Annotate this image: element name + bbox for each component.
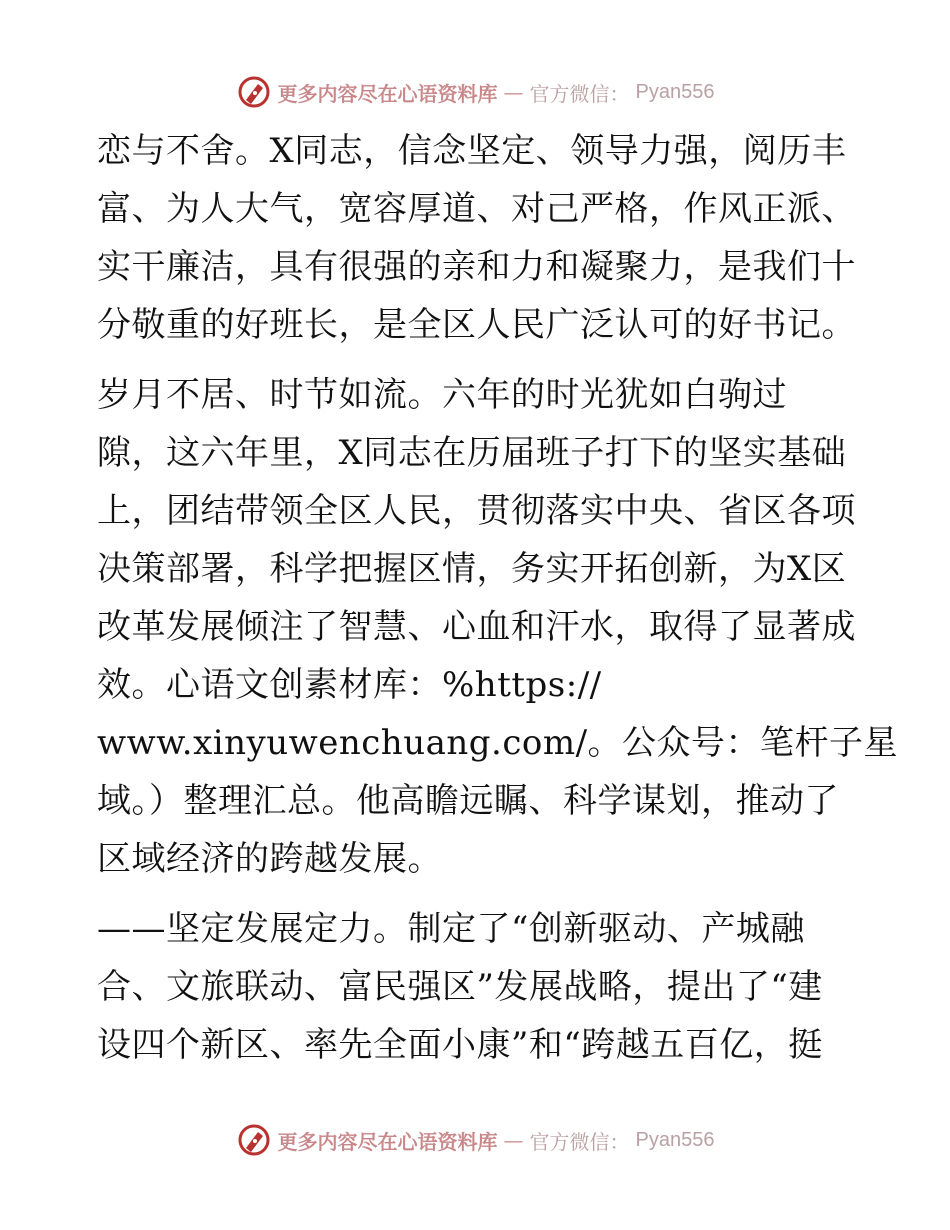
text-line: 合、文旅联动、富民强区”发展战略，提出了“建 <box>97 967 823 1007</box>
banner-separator: — <box>503 1128 524 1152</box>
banner-official-label: 官方微信： <box>529 1129 630 1154</box>
paragraph <box>97 366 899 888</box>
document-body <box>97 122 899 1074</box>
text-line: 上，团结带领全区人民，贯彻落实中央、省区各项 <box>97 491 856 531</box>
text-line: www.xinyuwenchuang.com/。公众号：笔杆子星 <box>97 723 899 763</box>
text-line: 分敬重的好班长，是全区人民广泛认可的好书记。 <box>97 305 856 345</box>
banner-main-text: 更多内容尽在心语资料库 <box>277 1129 498 1154</box>
text-line: 隙，这六年里，X同志在历届班子打下的坚实基础 <box>97 433 847 473</box>
text-line: 富、为人大气，宽容厚道、对己严格，作风正派、 <box>97 189 856 229</box>
banner-separator: — <box>503 80 524 104</box>
text-line: 域。）整理汇总。他高瞻远瞩、科学谋划，推动了 <box>97 781 839 821</box>
header-banner[interactable] <box>0 72 950 112</box>
text-line: 设四个新区、率先全面小康”和“跨越五百亿，挺 <box>97 1025 823 1065</box>
banner-account: Pyan556 <box>635 80 715 103</box>
text-line: 决策部署，科学把握区情，务实开拓创新，为X区 <box>97 549 847 589</box>
text-line: ——坚定发展定力。制定了“创新驱动、产城融 <box>97 909 805 949</box>
text-line: 岁月不居、时节如流。六年的时光犹如白驹过 <box>97 375 787 415</box>
text-line: 改革发展倾注了智慧、心血和汗水，取得了显著成 <box>97 607 856 647</box>
paragraph <box>97 900 857 1074</box>
banner-main-text: 更多内容尽在心语资料库 <box>277 81 498 106</box>
paragraph-spacer <box>97 888 857 900</box>
text-line: 恋与不舍。X同志，信念坚定、领导力强，阅历丰 <box>97 131 847 171</box>
text-line: 区域经济的跨越发展。 <box>97 839 442 879</box>
banner-official-label: 官方微信： <box>529 81 630 106</box>
paragraph <box>97 122 857 354</box>
paragraph-spacer <box>97 354 857 366</box>
pen-nib-circle-icon <box>236 1122 272 1158</box>
text-line: 效。心语文创素材库：%https:// <box>97 665 602 705</box>
banner-account: Pyan556 <box>635 1128 715 1151</box>
pen-nib-circle-icon <box>236 74 272 110</box>
text-line: 实干廉洁，具有很强的亲和力和凝聚力，是我们十 <box>97 247 856 287</box>
footer-banner[interactable] <box>0 1120 950 1160</box>
